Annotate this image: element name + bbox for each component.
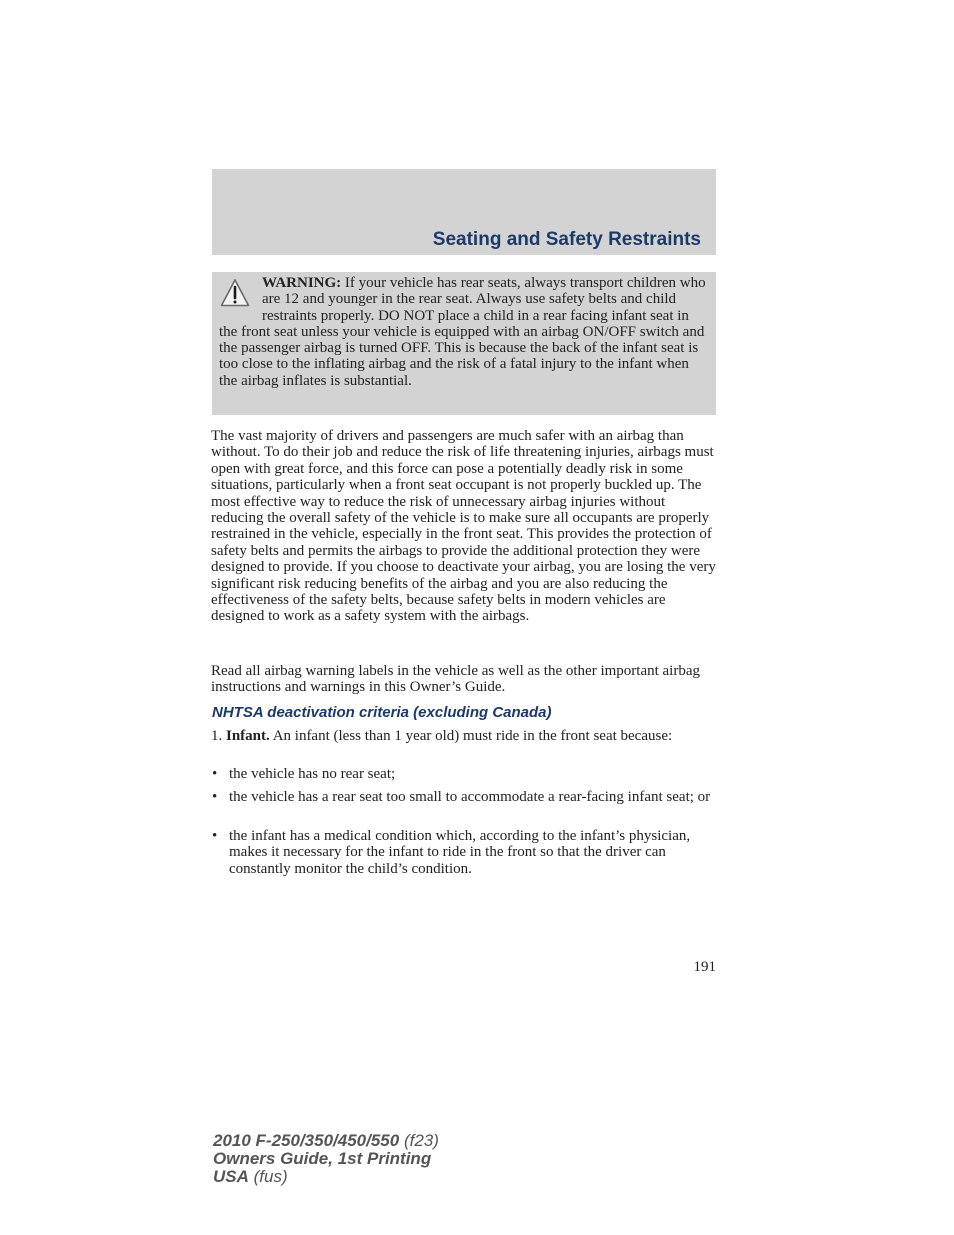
footer-guide: Owners Guide, 1st Printing (213, 1149, 432, 1168)
footer-region: USA (213, 1167, 249, 1186)
warning-label: WARNING: (262, 275, 342, 291)
warning-triangle-icon (220, 278, 250, 311)
bullet-icon: • (212, 828, 218, 844)
list-item (211, 789, 716, 805)
warning-box (212, 272, 716, 415)
section-header-band (212, 169, 716, 255)
bullet-icon: • (212, 789, 218, 805)
section-title: Seating and Safety Restraints (432, 229, 701, 250)
footer-region-code: (fus) (248, 1167, 288, 1186)
item-text: An infant (less than 1 year old) must ride in the front seat because: (269, 728, 673, 744)
bullet-icon: • (212, 766, 218, 782)
list-item (211, 828, 716, 877)
footer-print-info (213, 1132, 439, 1186)
warning-text: If your vehicle has rear seats, always transport children who are 12 and younger in the rear seat. Always use safety belts and child restraints properly. DO NOT place a child in a rear facing infant seat in the front seat unless your vehicle is equipped with an airbag ON/OFF switch and the passenger airbag is turned OFF. This is because the back of the infant seat is too close to the inflating airbag and the risk of a fatal injury to the infant when the airbag inflates is substantial. (219, 275, 706, 389)
paragraph-airbag-safety: The vast majority of drivers and passengers are much safer with an airbag than without. To do their job and reduce the risk of life threatening injuries, airbags must open with great force, and this force can pose a potentially deadly risk in some situations, particularly when a front seat occupant is not properly buckled up. The most effective way to reduce the risk of unnecessary airbag injuries without reducing the overall safety of the vehicle is to make sure all occupants are properly restrained in the vehicle, especially in the front seat. This provides the protection of safety belts and permits the airbags to provide the additional protection they were designed to provide. If you choose to deactivate your airbag, you are losing the very significant risk reducing benefits of the airbag and you are also reducing the effectiveness of the safety belts, because safety belts in modern vehicles are designed to work as a safety system with the airbags. (211, 428, 716, 625)
footer-model: 2010 F-250/350/450/550 (213, 1131, 400, 1150)
subheading-nhtsa-criteria: NHTSA deactivation criteria (excluding Canada) (212, 704, 552, 721)
item-lead: Infant. (226, 728, 270, 744)
footer-model-code: (f23) (399, 1131, 439, 1150)
numbered-item-infant (211, 728, 716, 744)
list-item-text: the vehicle has a rear seat too small to accommodate a rear-facing infant seat; or (229, 789, 711, 805)
list-item-text: the infant has a medical condition which, according to the infant’s physician, makes it necessary for the infant to ride in the front so that the driver can constantly monitor the child’s condition. (229, 828, 691, 877)
item-number: 1. (211, 728, 223, 744)
page-number: 191 (693, 959, 716, 975)
paragraph-read-labels: Read all airbag warning labels in the vehicle as well as the other important airbag instructions and warnings in this Owner’s Guide. (211, 663, 700, 696)
list-item (211, 766, 716, 782)
list-item-text: the vehicle has no rear seat; (229, 766, 396, 782)
